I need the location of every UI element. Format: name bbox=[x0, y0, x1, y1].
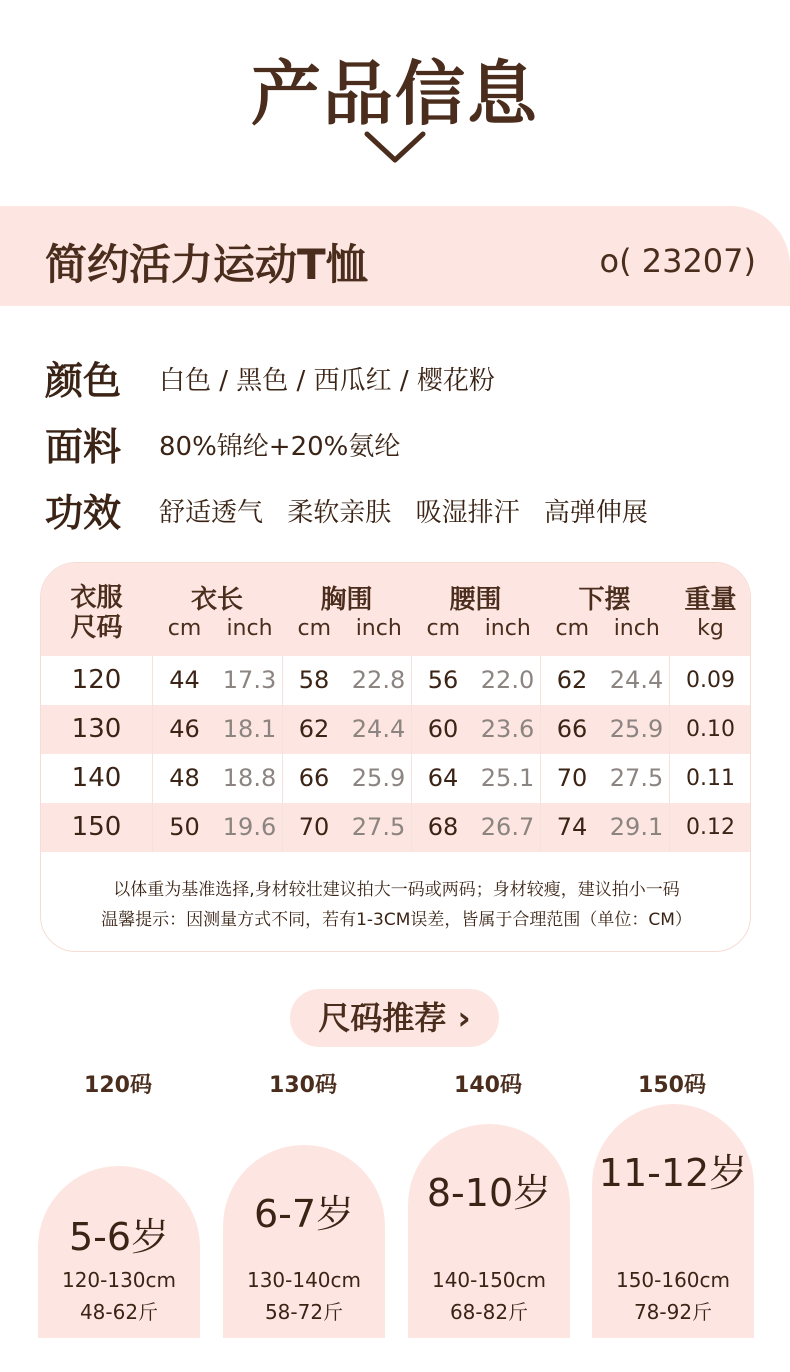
recommend-size-label: 120码 bbox=[84, 1073, 152, 1098]
table-row bbox=[41, 705, 751, 754]
header-size-line2: 尺码 bbox=[70, 613, 123, 643]
recommend-age: 11-12岁 bbox=[598, 1151, 748, 1195]
recommend-size-label: 150码 bbox=[638, 1073, 706, 1098]
unit-cm: cm bbox=[297, 616, 332, 641]
recommend-age: 8-10岁 bbox=[426, 1171, 552, 1215]
recommend-weight: 68-82斤 bbox=[449, 1300, 529, 1324]
header-hem bbox=[540, 585, 669, 643]
cell-size: 150 bbox=[71, 812, 122, 842]
attribute-key: 颜色 bbox=[45, 359, 122, 403]
product-code: o( 23207) bbox=[599, 242, 756, 280]
recommend-height: 120-130cm bbox=[61, 1268, 177, 1292]
unit-inch: inch bbox=[226, 616, 273, 641]
chevron-down-icon bbox=[363, 128, 427, 168]
cell-waist-cm: 60 bbox=[427, 715, 459, 743]
page-title: 产品信息 bbox=[251, 53, 539, 135]
column-divider bbox=[152, 656, 153, 852]
function-item: 吸湿排汗 bbox=[415, 498, 520, 528]
table-row bbox=[41, 803, 751, 852]
cell-waist-cm: 64 bbox=[427, 764, 459, 792]
size-recommend-title: 尺码推荐 bbox=[318, 999, 447, 1037]
unit-cm: cm bbox=[426, 616, 461, 641]
cell-size: 120 bbox=[71, 665, 122, 695]
function-item: 舒适透气 bbox=[159, 498, 264, 528]
cell-hem-inch: 27.5 bbox=[609, 764, 664, 792]
table-header bbox=[41, 563, 751, 656]
attribute-value bbox=[159, 492, 664, 529]
cell-waist-cm: 56 bbox=[427, 666, 459, 694]
header-weight-label: 重量 bbox=[684, 585, 737, 615]
recommend-age: 6-7岁 bbox=[253, 1192, 355, 1236]
recommend-weight: 58-72斤 bbox=[264, 1300, 344, 1324]
table-row bbox=[41, 656, 751, 705]
unit-inch: inch bbox=[484, 616, 531, 641]
attribute-value bbox=[159, 426, 416, 463]
header-hem-label: 下摆 bbox=[578, 585, 631, 615]
cell-size: 130 bbox=[71, 714, 122, 744]
unit-kg: kg bbox=[697, 616, 724, 641]
cell-hem-inch: 25.9 bbox=[609, 715, 664, 743]
recommend-card bbox=[408, 1124, 570, 1338]
cell-hem-inch: 29.1 bbox=[609, 813, 664, 841]
cell-waist-inch: 26.7 bbox=[480, 813, 535, 841]
recommend-weight: 48-62斤 bbox=[79, 1300, 159, 1324]
recommend-card bbox=[38, 1166, 200, 1338]
header-length bbox=[152, 585, 282, 643]
product-name: 简约活力运动T恤 bbox=[45, 240, 368, 289]
header-size bbox=[41, 583, 152, 643]
attribute-key: 功效 bbox=[45, 491, 122, 535]
cell-chest-inch: 24.4 bbox=[351, 715, 406, 743]
cell-length-cm: 50 bbox=[169, 813, 200, 841]
column-divider bbox=[669, 656, 670, 852]
unit-cm: cm bbox=[167, 616, 202, 641]
recommend-weight: 78-92斤 bbox=[633, 1300, 713, 1324]
cell-length-inch: 19.6 bbox=[222, 813, 277, 841]
size-recommend-heading bbox=[290, 989, 499, 1047]
cell-weight: 0.12 bbox=[686, 815, 735, 840]
cell-waist-inch: 22.0 bbox=[480, 666, 535, 694]
cell-chest-cm: 66 bbox=[298, 764, 330, 792]
cell-hem-cm: 74 bbox=[556, 813, 588, 841]
cell-waist-cm: 68 bbox=[427, 813, 459, 841]
column-divider bbox=[282, 656, 283, 852]
recommend-height: 130-140cm bbox=[246, 1268, 362, 1292]
header-size-line1: 衣服 bbox=[70, 583, 123, 613]
recommend-card bbox=[223, 1145, 385, 1338]
cell-length-inch: 18.1 bbox=[222, 715, 277, 743]
cell-chest-cm: 62 bbox=[298, 715, 330, 743]
attribute-key: 面料 bbox=[45, 425, 122, 469]
size-table bbox=[40, 562, 751, 952]
cell-length-inch: 18.8 bbox=[222, 764, 277, 792]
header-chest bbox=[282, 585, 411, 643]
column-divider bbox=[540, 656, 541, 852]
cell-size: 140 bbox=[71, 763, 122, 793]
function-item: 高弹伸展 bbox=[543, 498, 648, 528]
recommend-size-label: 140码 bbox=[454, 1073, 522, 1098]
cell-chest-inch: 27.5 bbox=[351, 813, 406, 841]
header-waist-label: 腰围 bbox=[449, 585, 502, 615]
cell-chest-inch: 22.8 bbox=[351, 666, 406, 694]
function-item: 柔软亲肤 bbox=[287, 498, 392, 528]
cell-waist-inch: 23.6 bbox=[480, 715, 535, 743]
cell-waist-inch: 25.1 bbox=[480, 764, 535, 792]
unit-cm: cm bbox=[555, 616, 590, 641]
cell-chest-inch: 25.9 bbox=[351, 764, 406, 792]
header-length-label: 衣长 bbox=[190, 585, 243, 615]
attribute-value bbox=[159, 360, 511, 397]
recommend-age: 5-6岁 bbox=[68, 1215, 170, 1259]
cell-hem-cm: 66 bbox=[556, 715, 588, 743]
cell-length-cm: 46 bbox=[169, 715, 200, 743]
cell-hem-cm: 70 bbox=[556, 764, 588, 792]
cell-weight: 0.10 bbox=[686, 717, 735, 742]
header-chest-label: 胸围 bbox=[320, 585, 373, 615]
recommend-card bbox=[592, 1104, 754, 1338]
column-divider bbox=[411, 656, 412, 852]
table-row bbox=[41, 754, 751, 803]
product-name-bar bbox=[0, 206, 790, 306]
recommend-height: 150-160cm bbox=[615, 1268, 731, 1292]
cell-weight: 0.11 bbox=[686, 766, 735, 791]
fabric-text: 80%锦纶+20%氨纶 bbox=[159, 432, 401, 462]
cell-hem-inch: 24.4 bbox=[609, 666, 664, 694]
header-waist bbox=[411, 585, 540, 643]
cell-length-inch: 17.3 bbox=[222, 666, 277, 694]
header-weight bbox=[669, 585, 751, 643]
cell-length-cm: 48 bbox=[169, 764, 200, 792]
cell-chest-cm: 70 bbox=[298, 813, 330, 841]
size-tip: 温馨提示：因测量方式不同，若有1-3CM误差，皆属于合理范围（单位：CM） bbox=[101, 910, 692, 930]
cell-length-cm: 44 bbox=[169, 666, 200, 694]
unit-inch: inch bbox=[613, 616, 660, 641]
recommend-size-label: 130码 bbox=[269, 1073, 337, 1098]
recommend-height: 140-150cm bbox=[431, 1268, 547, 1292]
chevron-right-icon: › bbox=[457, 999, 471, 1037]
size-note: 以体重为基准选择,身材较壮建议拍大一码或两码；身材较瘦，建议拍小一码 bbox=[113, 880, 680, 900]
cell-weight: 0.09 bbox=[686, 668, 735, 693]
unit-inch: inch bbox=[355, 616, 402, 641]
cell-chest-cm: 58 bbox=[298, 666, 330, 694]
cell-hem-cm: 62 bbox=[556, 666, 588, 694]
color-list: 白色 / 黑色 / 西瓜红 / 樱花粉 bbox=[159, 366, 495, 396]
